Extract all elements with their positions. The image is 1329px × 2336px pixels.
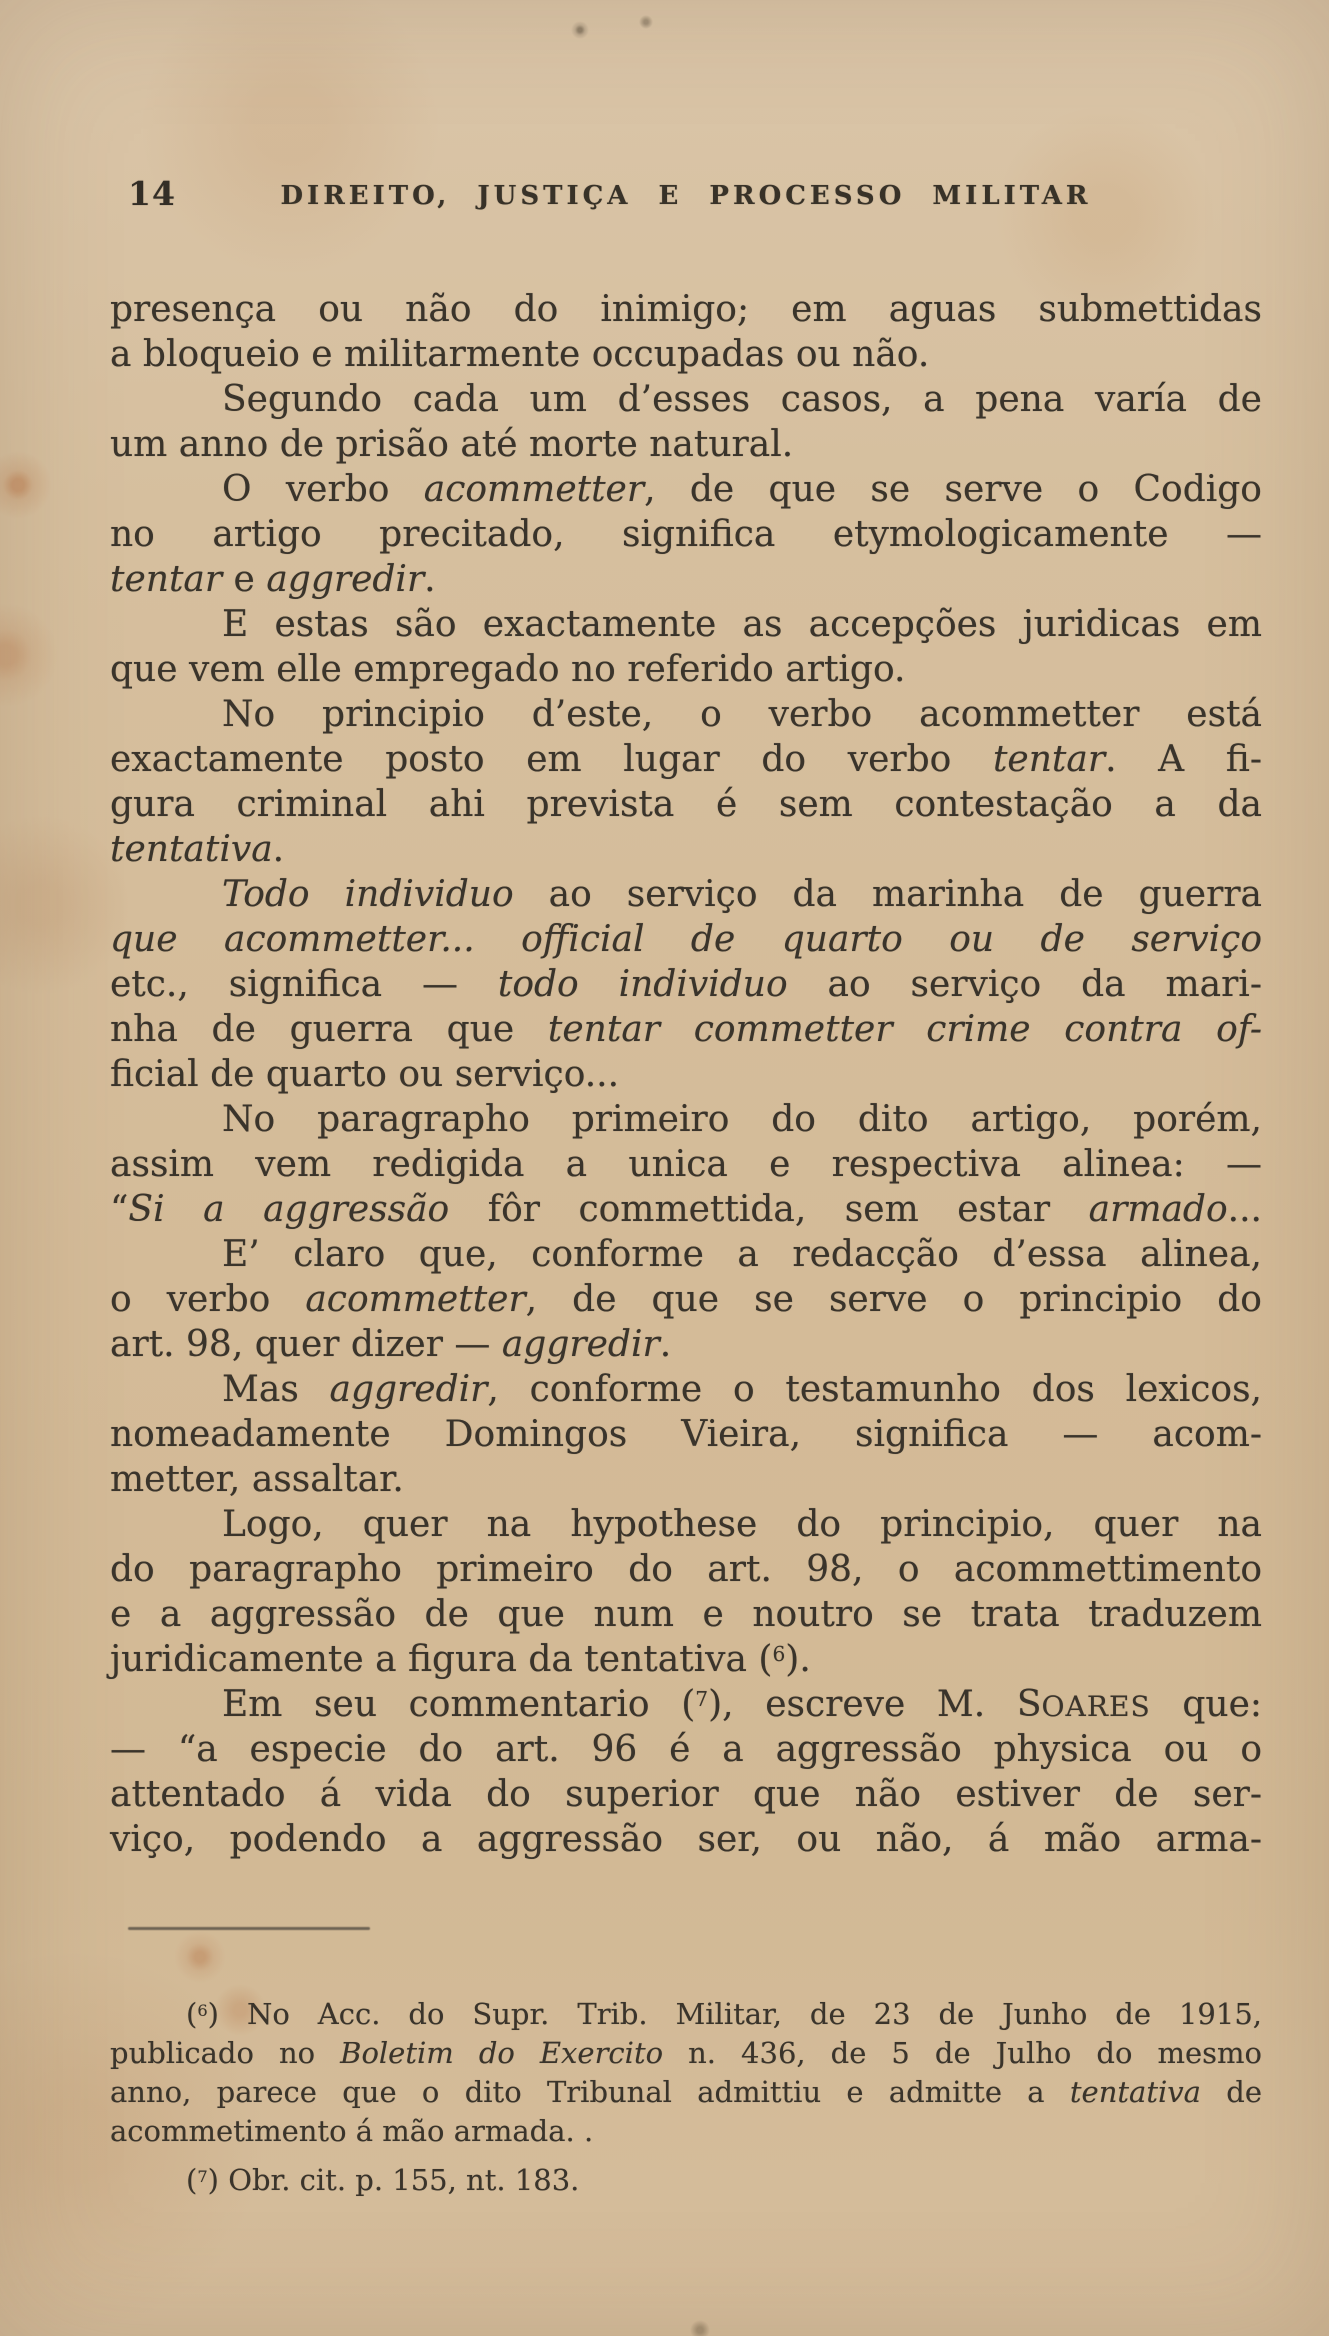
text-line: E’ claro que, conforme a redacção d’essa alinea, — [222, 1234, 1262, 1275]
text-line: que acommetter... official de quarto ou de serviço — [110, 919, 1262, 960]
text-line: o verbo acommetter, de que se serve o principio do — [110, 1279, 1262, 1320]
text-line: O verbo acommetter, de que se serve o Codigo — [222, 469, 1262, 510]
text-line: tentar e aggredir. — [110, 559, 436, 600]
text-line: Logo, quer na hypothese do principio, quer na — [222, 1504, 1262, 1545]
footnotes — [110, 1995, 1262, 2200]
footnote-marker: 6 — [197, 2000, 208, 2020]
small-caps: OARES — [1041, 1690, 1151, 1723]
text-line: e a aggressão de que num e noutro se trata traduzem — [110, 1594, 1262, 1635]
text-line: nomeadamente Domingos Vieira, significa — acom- — [110, 1414, 1262, 1455]
text-line: no artigo precitado, significa etymologicamente — — [110, 514, 1262, 555]
text-line: que vem elle empregado no referido artigo. — [110, 649, 906, 690]
text-line: art. 98, quer dizer — aggredir. — [110, 1324, 672, 1365]
running-header: DIREITO, JUSTIÇA E PROCESSO MILITAR — [280, 181, 1092, 211]
text-line: um anno de prisão até morte natural. — [110, 424, 794, 465]
text-line: ficial de quarto ou serviço... — [110, 1054, 620, 1095]
text-line: Mas aggredir, conforme o testamunho dos lexicos, — [222, 1369, 1262, 1410]
text-line: juridicamente a figura da tentativa ($^6$). — [110, 1639, 811, 1680]
footnote-line: acommetimento á mão armada. . — [110, 2114, 594, 2148]
text-line: No principio d’este, o verbo acommetter está — [222, 694, 1262, 735]
body-text — [110, 287, 1262, 1862]
footnote-rule — [128, 1927, 370, 1930]
text-line: exactamente posto em lugar do verbo tentar. A fi- — [110, 739, 1262, 780]
footnote-line: publicado no Boletim do Exercito n. 436, de 5 de Julho do mesmo — [110, 2036, 1263, 2070]
text-line: presença ou não do inimigo; em aguas submettidas — [110, 289, 1262, 330]
footnote-marker: 7 — [695, 1686, 709, 1711]
footnote-marker: 7 — [197, 2166, 208, 2186]
footnote-marker: 6 — [772, 1641, 786, 1666]
text-line: etc., significa — todo individuo ao serviço da mari- — [110, 964, 1262, 1005]
text-line: Todo individuo ao serviço da marinha de guerra — [222, 874, 1262, 915]
page-number: 14 — [128, 174, 176, 213]
text-line: nha de guerra que tentar commetter crime contra of- — [110, 1009, 1262, 1050]
text-line: metter, assaltar. — [110, 1459, 404, 1500]
text-line: a bloqueio e militarmente occupadas ou não. — [110, 334, 930, 375]
text-line: No paragrapho primeiro do dito artigo, porém, — [222, 1099, 1262, 1140]
footnote-line: ($^7$) Obr. cit. p. 155, nt. 183. — [186, 2163, 580, 2197]
text-line: “Si a aggressão fôr commettida, sem estar armado... — [110, 1189, 1262, 1230]
text-line: — “a especie do art. 96 é a aggressão physica ou o — [110, 1729, 1262, 1770]
text-line: assim vem redigida a unica e respectiva alinea: — — [110, 1144, 1262, 1185]
text-line: Segundo cada um d’esses casos, a pena varía de — [222, 379, 1262, 420]
text-line: Em seu commentario ($^7$), escreve M. SOARES que: — [222, 1684, 1262, 1725]
text-line: attentado á vida do superior que não estiver de ser- — [110, 1774, 1262, 1815]
footnote-line: anno, parece que o dito Tribunal admittiu e admitte a tentativa de — [110, 2075, 1262, 2109]
text-line: E estas são exactamente as accepções juridicas em — [222, 604, 1262, 645]
footnote-line: ($^6$) No Acc. do Supr. Trib. Militar, de 23 de Junho de 1915, — [186, 1997, 1262, 2031]
text-line: gura criminal ahi prevista é sem contestação a da — [110, 784, 1262, 825]
text-line: viço, podendo a aggressão ser, ou não, á mão arma- — [110, 1819, 1262, 1860]
text-line: do paragrapho primeiro do art. 98, o acommettimento — [110, 1549, 1262, 1590]
text-line: tentativa. — [110, 829, 285, 870]
